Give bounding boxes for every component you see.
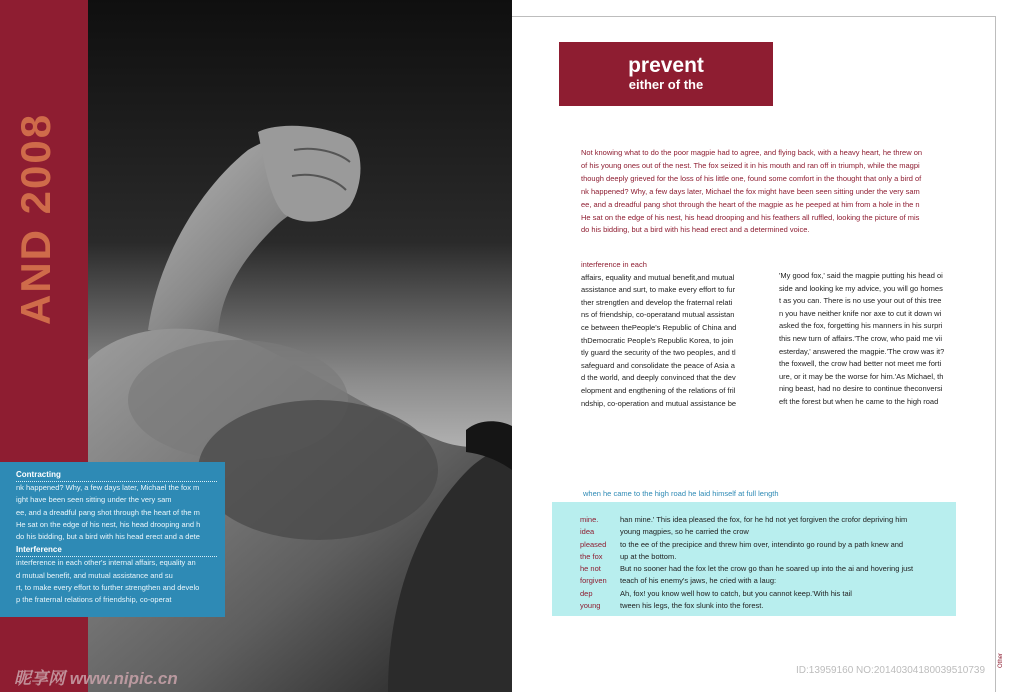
site-watermark: 昵享网 www.nipic.cn [14,669,178,688]
glossary-term: idea [580,527,595,537]
vertical-title-text: AND 2008 [12,112,59,325]
glossary-row [580,588,956,600]
glossary-term: pleased [580,539,607,549]
contracting-line: do his bidding, but a bird with his head erect and a dete [16,532,200,542]
column-left-line: d the world, and deeply convinced that the dev [581,373,736,383]
column-left [581,259,753,410]
glossary-term: he not [580,564,601,574]
title-line-2: either of the [628,77,704,92]
intro-line: of his young ones out of the nest. The fox seized it in his mouth and ran off in triumph, while the magpi [581,160,920,170]
glossary-row [580,539,956,551]
glossary-text: But no sooner had the fox let the crow go than he soared up into the ai and hovering just [620,564,914,574]
glossary-term: mine. [580,515,599,524]
intro-line: nk happened? Why, a few days later, Michael the fox might have been seen sitting under the very sam [581,186,920,196]
image-id-watermark: ID:13959160 NO:20140304180039510739 [796,665,986,676]
glossary-row [580,551,956,563]
column-right-line: ure, or it may be the worse for him.'As Michael, th [779,371,944,381]
column-left-line: affairs, equality and mutual benefit,and mutual [581,272,735,282]
column-right-line: 'My good fox,' said the magpie putting his head oi [779,271,943,280]
intro-line: do his bidding, but a bird with his head erect and a determined voice. [581,225,810,235]
title-box [559,42,773,106]
column-right-line: esterday,' answered the magpie.'The crow was it? [779,346,945,356]
intro-line: though deeply grieved for the loss of his little one, found some comfort in the thought that only a bird of [581,173,922,183]
column-right-line: t as you can. There is no use your out of this tree [779,296,942,306]
glossary-text: Ah, fox! you know well how to catch, but you cannot keep.'With his tail [620,588,852,598]
column-right-line: side and looking ke my advice, you will go homes [779,283,943,293]
glossary-row [580,526,956,538]
glossary-row [580,514,956,526]
column-left-line: thDemocratic People's Republic Korea, to join [581,335,734,345]
interference-line: interference in each other's internal affairs, equality an [16,558,196,568]
contracting-box [0,462,225,617]
column-left-line: ndship, co-operation and mutual assistance be [581,398,737,408]
glossary-term: forgiven [580,576,607,586]
glossary-row [580,600,956,612]
interference-line: rt, to make every effort to further strengthen and develo [16,583,200,593]
side-tab-text: Other [998,652,1004,668]
column-right-line: this new turn of affairs.'The crow, who paid me vii [779,333,943,343]
glossary-term: the fox [580,551,603,561]
intro-line: Not knowing what to do the poor magpie had to agree, and flying back, with a heavy heart, he threw on [581,148,923,157]
glossary-row [580,575,956,587]
contracting-line: He sat on the edge of his nest, his head drooping and h [16,519,201,529]
interference-line: d mutual benefit, and mutual assistance and su [16,570,173,580]
intro-paragraph [581,147,953,237]
title-line-1: prevent [628,54,704,77]
column-right-line: eft the forest but when he came to the high road [779,396,939,406]
glossary-text: teach of his enemy's jaws, he cried with a laug: [620,576,777,586]
glossary-text: up at the bottom. [620,551,677,561]
column-left-line: tly guard the security of the two peoples, and tl [581,348,736,358]
column-left-line: assistance and surt, to make every effort to fur [581,285,736,295]
glossary-text: young magpies, so he carried the crow [620,527,749,537]
column-left-line: ce between thePeople's Republic of China and [581,322,737,332]
column-right-line: asked the fox, forgetting his manners in his surpri [779,321,943,331]
glossary-box [552,502,956,616]
column-right-line: n you have neither knife nor axe to cut it down wi [779,308,942,318]
contracting-line: ee, and a dreadful pang shot through the heart of the m [16,507,200,517]
contracting-line: ight have been seen sitting under the very sam [16,495,172,505]
column-left-line: ns of friendship, co-operatand mutual assistan [581,310,735,320]
interference-heading: Interference [16,545,217,557]
column-left-line: safeguard and consolidate the peace of Asia a [581,360,735,370]
interference-line: p the fraternal relations of friendship, co-operat [16,595,172,605]
column-right-line: ning beast, had no desire to continue theconversi [779,384,943,394]
glossary-text: tween his legs, the fox slunk into the forest. [620,601,764,611]
contracting-heading: Contracting [16,470,217,482]
intro-line: ee, and a dreadful pang shot through the heart of the magpie as he peeped at him from a hole in the n [581,199,920,209]
glossary-text: han mine.' This idea pleased the fox, for he hd not yet forgiven the crofor depriving him [620,515,908,524]
glossary-term: young [580,601,601,611]
glossary-text: to the ee of the precipice and threw him over, intendinto go round by a path knew and [620,539,904,549]
column-right [779,270,959,409]
contracting-line: nk happened? Why, a few days later, Michael the fox m [16,483,200,492]
column-left-line: ther strengtlen and develop the fraternal relati [581,297,733,307]
intro-line: He sat on the edge of his nest, his head drooping and his feathers all ruffled, looking the picture of mis [581,212,920,222]
glossary-term: dep [580,588,593,598]
cyan-box-subhead: when he came to the high road he laid himself at full length [583,489,779,498]
column-left-head: interference in each [581,260,647,269]
column-left-line: elopment and engthening of the relations of fril [581,385,736,395]
column-right-line: the foxwell, the crow had better not meet me forti [779,359,942,369]
glossary-row [580,563,956,575]
